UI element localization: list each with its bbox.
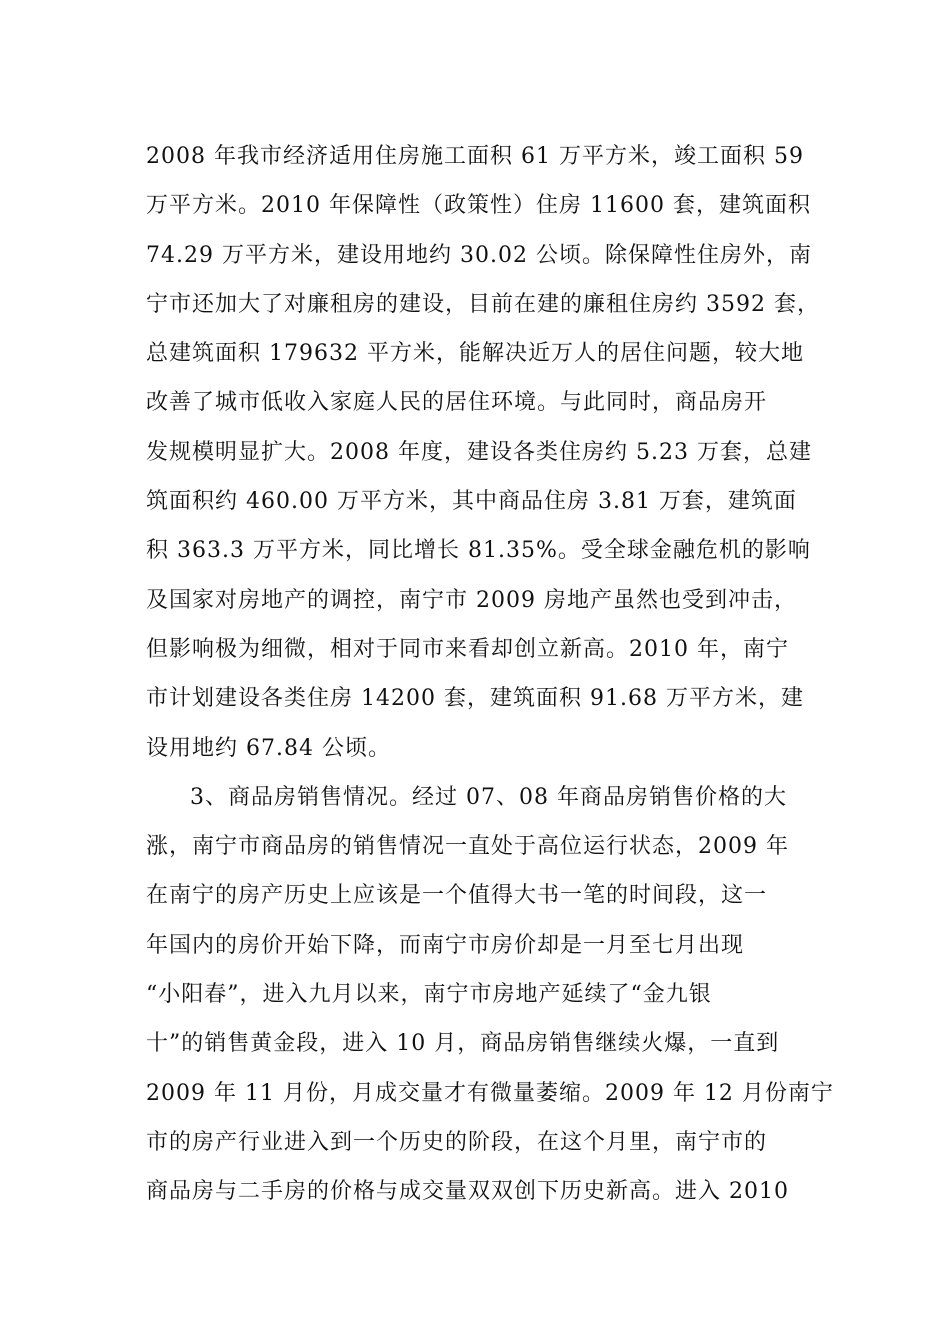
text-line: 商品房与二手房的价格与成交量双双创下历史新高。进入 2010 xyxy=(146,1179,789,1205)
text-line: 2009 年 11 月份，月成交量才有微量萎缩。2009 年 12 月份南宁 xyxy=(146,1080,834,1106)
text-line: 2008 年我市经济适用住房施工面积 61 万平方米，竣工面积 59 xyxy=(146,144,804,169)
text-line: 筑面积约 460.00 万平方米，其中商品住房 3.81 万套，建筑面 xyxy=(146,489,797,515)
text-line: 万平方米。2010 年保障性（政策性）住房 11600 套，建筑面积 xyxy=(146,193,811,219)
text-line: 积 363.3 万平方米，同比增长 81.35%。受全球金融危机的影响 xyxy=(146,538,811,564)
text-line: 年国内的房价开始下降，而南宁市房价却是一月至七月出现 xyxy=(146,932,745,958)
text-line: 及国家对房地产的调控，南宁市 2009 房地产虽然也受到冲击， xyxy=(146,587,797,613)
text-line: 发规模明显扩大。2008 年度，建设各类住房约 5.23 万套，总建 xyxy=(146,439,812,465)
text-line: 74.29 万平方米，建设用地约 30.02 公顷。除保障性住房外，南 xyxy=(146,242,812,268)
text-line: 十”的销售黄金段，进入 10 月，商品房销售继续火爆，一直到 xyxy=(146,1031,780,1057)
text-line: 宁市还加大了对廉租房的建设，目前在建的廉租住房约 3592 套， xyxy=(146,291,820,317)
section-heading-line: 3、商品房销售情况。经过 07、08 年商品房销售价格的大 xyxy=(190,784,787,810)
text-line: 改善了城市低收入家庭人民的居住环境。与此同时，商品房开 xyxy=(146,390,768,416)
text-line: 但影响极为细微，相对于同市来看却创立新高。2010 年，南宁 xyxy=(146,636,789,662)
text-line: 在南宁的房产历史上应该是一个值得大书一笔的时间段，这一 xyxy=(146,883,768,909)
text-line: “小阳春”，进入九月以来，南宁市房地产延续了“金九银 xyxy=(146,982,712,1008)
text-line: 市计划建设各类住房 14200 套，建筑面积 91.68 万平方米，建 xyxy=(146,686,804,712)
text-line: 设用地约 67.84 公顷。 xyxy=(146,735,391,761)
text-line: 总建筑面积 179632 平方米，能解决近万人的居住问题，较大地 xyxy=(146,341,804,367)
text-line: 市的房产行业进入到一个历史的阶段，在这个月里，南宁市的 xyxy=(146,1129,768,1155)
body-text xyxy=(146,132,834,1217)
text-line: 涨，南宁市商品房的销售情况一直处于高位运行状态，2009 年 xyxy=(146,834,789,860)
